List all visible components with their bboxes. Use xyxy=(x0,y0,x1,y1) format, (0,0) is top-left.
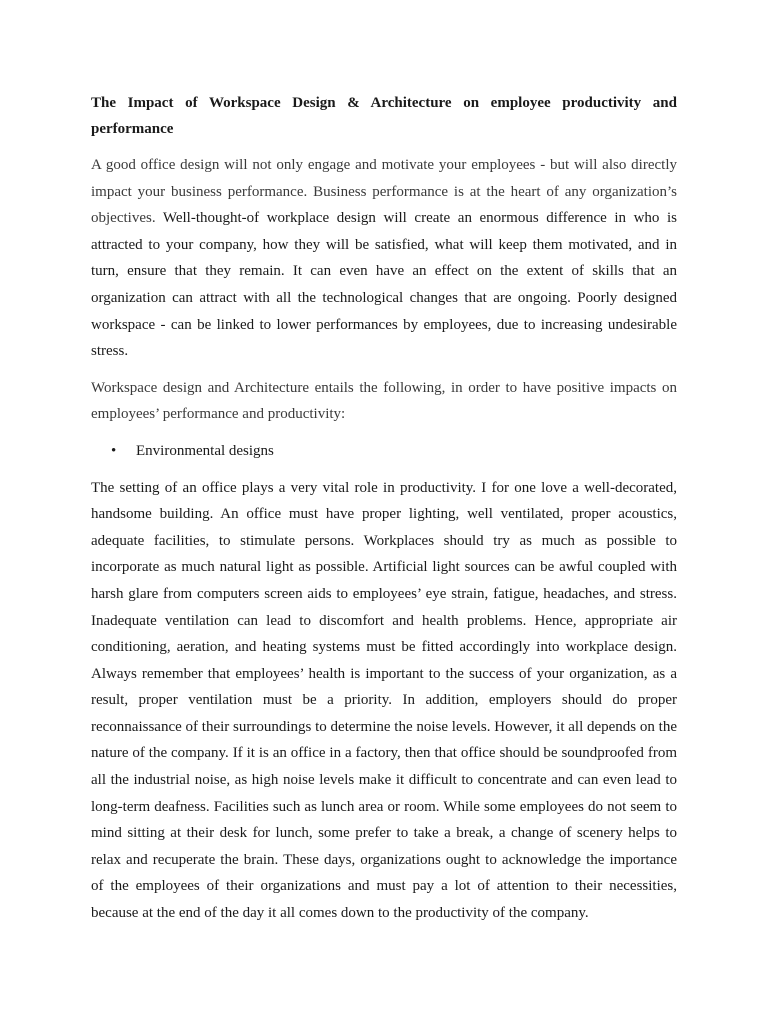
document-page xyxy=(91,90,677,937)
entails-paragraph: Workspace design and Architecture entails the following, in order to have positive impacts on employees’ performance and productivity: xyxy=(91,379,677,423)
bullet-list xyxy=(91,438,677,465)
document-title: The Impact of Workspace Design & Architecture on employee productivity and performance xyxy=(91,95,677,137)
environmental-paragraph: The setting of an office plays a very vital role in productivity. I for one love a well-decorated, handsome building. An office must have proper lighting, well ventilated, proper acoustics, adequate facilities, to stimulate persons. Workplaces should try as much as possible to incorporate as much natural light as possible. Artificial light sources can be awful coupled with harsh glare from computers screen aids to employees’ eye strain, fatigue, headaches, and stress. Inadequate ventilation can lead to discomfort and health problems. Hence, appropriate air conditioning, aeration, and heating systems must be fitted accordingly into workplace design. Always remember that employees’ health is important to the success of your organization, as a result, proper ventilation must be a priority. In addition, employers should do proper reconnaissance of their surroundings to determine the noise levels. However, it all depends on the nature of the company. If it is an office in a factory, then that office should be soundproofed from all the industrial noise, as high noise levels make it difficult to concentrate and can even lead to long-term deafness. Facilities such as lunch area or room. While some employees do not seem to mind sitting at their desk for lunch, some prefer to take a break, a change of scenery helps to relax and recuperate the brain. These days, organizations ought to acknowledge the importance of the employees of their organizations and must pay a lot of attention to their necessities, because at the end of the day it all comes down to the productivity of the company. xyxy=(91,479,677,922)
intro-paragraph-lead: A good office design will not only engage and motivate your employees - but will also directly impact your business performance. Business performance is at the heart of any organization’s objectives. xyxy=(91,157,677,227)
bullet-icon: • xyxy=(111,442,117,459)
intro-paragraph-body: Well-thought-of workplace design will create an enormous difference in who is attracted to your company, how they will be satisfied, what will keep them motivated, and in turn, ensure that they remain. It can even have an effect on the extent of skills that an organization can attract with all the technological changes that are ongoing. Poorly designed workspace - can be linked to lower performances by employees, due to increasing undesirable stress. xyxy=(91,210,677,360)
bullet-text: Environmental designs xyxy=(136,442,274,459)
bullet-item-environmental-designs xyxy=(91,438,677,465)
intro-paragraph xyxy=(91,152,677,365)
